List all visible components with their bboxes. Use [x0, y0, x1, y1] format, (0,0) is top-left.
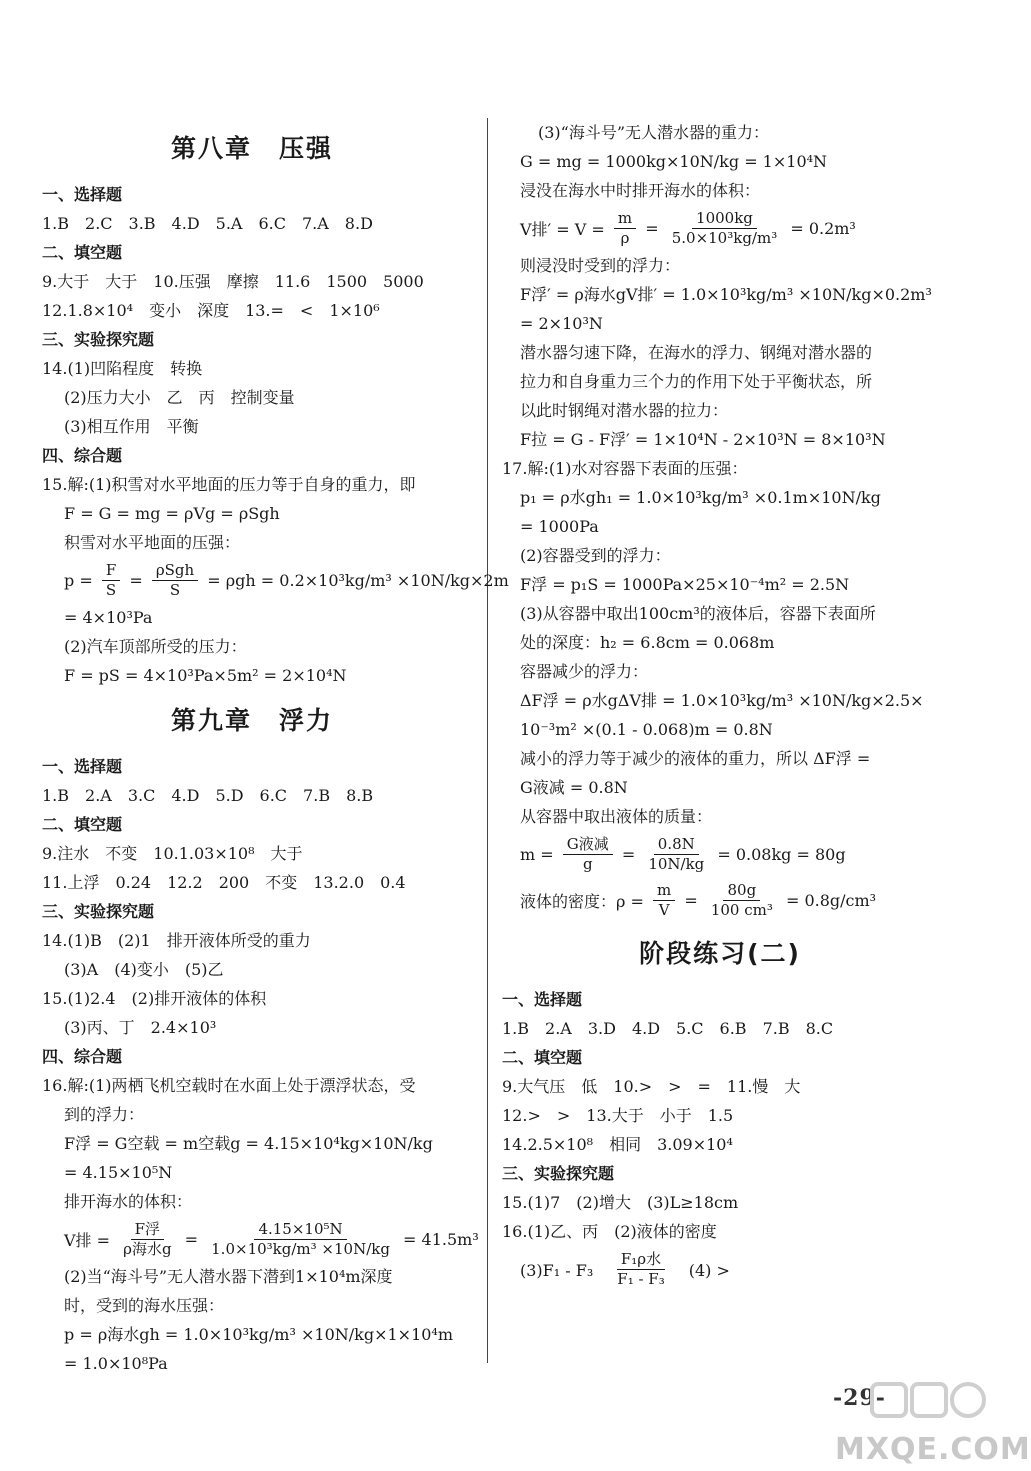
- numerator: F: [102, 561, 120, 581]
- formula-text: =: [179, 1229, 204, 1249]
- answer-line: (2)当“海斗号”无人潜水器下潜到1×10⁴m深度: [64, 1267, 393, 1286]
- formula-text: = 41.5m³: [397, 1229, 479, 1249]
- formula-text: =: [679, 890, 703, 910]
- column-divider: [487, 118, 488, 1363]
- fraction: [119, 1220, 175, 1259]
- formula-line: F浮 = p₁S = 1000Pa×25×10⁻⁴m² = 2.5N: [520, 575, 850, 594]
- fraction: [707, 881, 777, 920]
- answer-line: 9.大气压 低 10.> > = 11.慢 大: [502, 1077, 801, 1096]
- formula-text: = 0.8g/cm³: [780, 890, 877, 910]
- denominator: 10N/kg: [648, 854, 705, 873]
- answer-line: 从容器中取出液体的质量：: [520, 807, 713, 826]
- formula-text: =: [616, 844, 641, 864]
- section-heading: 三、实验探究题: [42, 902, 155, 921]
- numerator: 4.15×10⁵N: [254, 1220, 346, 1240]
- formula-text: = ρgh = 0.2×10³kg/m³ ×10N/kg×2m: [202, 570, 509, 590]
- formula-text: m =: [520, 844, 559, 864]
- section-heading: 一、选择题: [502, 990, 583, 1009]
- numerator: F浮: [131, 1220, 164, 1240]
- formula-text: = 0.08kg = 80g: [712, 844, 846, 864]
- answer-line: 14.(1)凹陷程度 转换: [42, 359, 203, 378]
- formula-line: = 2×10³N: [520, 314, 603, 333]
- numerator: m: [614, 209, 636, 229]
- numerator: 1000kg: [692, 209, 757, 229]
- answer-line: 16.解:(1)两栖飞机空载时在水面上处于漂浮状态，受: [42, 1076, 416, 1095]
- formula-text: =: [124, 570, 148, 590]
- denominator: g: [582, 854, 593, 873]
- section-heading: 二、填空题: [42, 815, 123, 834]
- section-heading: 三、实验探究题: [42, 330, 155, 349]
- watermark-logo-icon: [870, 1380, 988, 1420]
- answer-line: 1.B 2.C 3.B 4.D 5.A 6.C 7.A 8.D: [42, 214, 373, 233]
- formula-line: G液减 = 0.8N: [520, 778, 628, 797]
- formula-line: = 1.0×10⁸Pa: [64, 1354, 168, 1373]
- answer-line: 9.大于 大于 10.压强 摩擦 11.6 1500 5000: [42, 272, 424, 291]
- section-heading: 三、实验探究题: [502, 1164, 615, 1183]
- formula-line: G = mg = 1000kg×10N/kg = 1×10⁴N: [520, 152, 828, 171]
- fraction: [668, 209, 782, 248]
- section-heading: 二、填空题: [42, 243, 123, 262]
- answer-line: 积雪对水平地面的压强：: [64, 533, 241, 552]
- formula-text: (3)F₁ - F₃: [520, 1260, 610, 1280]
- section-heading: 二、填空题: [502, 1048, 583, 1067]
- section-heading: 一、选择题: [42, 185, 123, 204]
- formula-text: (4) >: [672, 1260, 730, 1280]
- formula-text: V排′ = V =: [520, 219, 610, 239]
- denominator: S: [169, 580, 181, 599]
- denominator: 100 cm³: [710, 900, 773, 919]
- answer-line: (2)压力大小 乙 丙 控制变量: [64, 388, 295, 407]
- answer-line: (3)相互作用 平衡: [64, 417, 199, 436]
- numerator: F₁ρ水: [617, 1250, 665, 1270]
- answer-line: 9.注水 不变 10.1.03×10⁸ 大于: [42, 844, 303, 863]
- fraction: [613, 1250, 668, 1289]
- answer-line: 12.> > 13.大于 小于 1.5: [502, 1106, 734, 1125]
- formula-line: F = pS = 4×10³Pa×5m² = 2×10⁴N: [64, 666, 347, 685]
- denominator: F₁ - F₃: [617, 1269, 665, 1288]
- formula-text: 液体的密度：ρ =: [520, 891, 649, 911]
- denominator: ρ: [620, 228, 630, 247]
- answer-line: 15.(1)2.4 (2)排开液体的体积: [42, 989, 267, 1008]
- numerator: m: [653, 881, 675, 901]
- formula-line: [42, 557, 509, 603]
- answer-line: 14.(1)B (2)1 排开液体所受的重力: [42, 931, 311, 950]
- answer-line: 潜水器匀速下降，在海水的浮力、钢绳对潜水器的: [520, 343, 873, 362]
- formula-line: [520, 1246, 920, 1292]
- answer-line: 拉力和自身重力三个力的作用下处于平衡状态，所: [520, 372, 873, 391]
- formula-line: = 1000Pa: [520, 517, 599, 536]
- denominator: V: [658, 900, 670, 919]
- section-heading: 一、选择题: [42, 757, 123, 776]
- answer-line: 14.2.5×10⁸ 相同 3.09×10⁴: [502, 1135, 733, 1154]
- formula-text: V排 =: [64, 1230, 116, 1250]
- formula-text: = 0.2m³: [785, 218, 856, 238]
- formula-line: F拉 = G - F浮′ = 1×10⁴N - 2×10³N = 8×10³N: [520, 430, 886, 449]
- answer-line: 1.B 2.A 3.D 4.D 5.C 6.B 7.B 8.C: [502, 1019, 834, 1038]
- answer-line: 15.解:(1)积雪对水平地面的压力等于自身的重力，即: [42, 475, 416, 494]
- fraction: [102, 561, 120, 600]
- fraction: [563, 835, 613, 874]
- formula-text: p =: [64, 570, 98, 590]
- denominator: S: [105, 580, 117, 599]
- formula-line: [520, 877, 920, 923]
- answer-line: (3)A (4)变小 (5)乙: [64, 960, 224, 979]
- formula-line: [520, 831, 920, 877]
- formula-line: [42, 1216, 479, 1262]
- fraction: [614, 209, 636, 248]
- numerator: 80g: [723, 881, 760, 901]
- denominator: ρ海水g: [123, 1239, 172, 1258]
- answer-line: 以此时钢绳对潜水器的拉力：: [520, 401, 729, 420]
- section-heading: 四、综合题: [42, 446, 123, 465]
- formula-line: F浮 = G空载 = m空载g = 4.15×10⁴kg×10N/kg: [64, 1134, 433, 1153]
- formula-line: 10⁻³m² ×(0.1 - 0.068)m = 0.8N: [520, 720, 773, 739]
- formula-line: [520, 205, 920, 251]
- answer-line: 排开海水的体积：: [64, 1192, 193, 1211]
- formula-text: =: [640, 218, 664, 238]
- chapter-8-title: 第八章 压强: [170, 134, 333, 163]
- formula-line: = 4.15×10⁵N: [64, 1163, 173, 1182]
- answer-line: (3)“海斗号”无人潜水器的重力：: [538, 123, 770, 142]
- denominator: 5.0×10³kg/m³: [671, 228, 778, 247]
- answer-line: 12.1.8×10⁴ 变小 深度 13.= < 1×10⁶: [42, 301, 380, 320]
- answer-line: 11.上浮 0.24 12.2 200 不变 13.2.0 0.4: [42, 873, 406, 892]
- numerator: ρSgh: [152, 561, 198, 581]
- section-heading: 四、综合题: [42, 1047, 123, 1066]
- fraction: [207, 1220, 394, 1259]
- denominator: 1.0×10³kg/m³ ×10N/kg: [211, 1239, 390, 1258]
- formula-line: ΔF浮 = ρ水gΔV排 = 1.0×10³kg/m³ ×10N/kg×2.5×: [520, 691, 924, 710]
- left-column: [42, 118, 509, 1378]
- answer-line: (2)汽车顶部所受的压力：: [64, 637, 247, 656]
- answer-line: 16.(1)乙、丙 (2)液体的密度: [502, 1222, 717, 1241]
- numerator: G液减: [563, 835, 613, 855]
- answer-line: 时，受到的海水压强：: [64, 1296, 225, 1315]
- answer-line: (2)容器受到的浮力：: [520, 546, 671, 565]
- answer-line: 处的深度：h₂ = 6.8cm = 0.068m: [520, 633, 775, 652]
- chapter-9-title: 第九章 浮力: [170, 706, 333, 735]
- formula-line: = 4×10³Pa: [64, 608, 153, 627]
- answer-line: 1.B 2.A 3.C 4.D 5.D 6.C 7.B 8.B: [42, 786, 374, 805]
- watermark-text: MXQE.COM: [835, 1432, 1031, 1467]
- right-column: [502, 118, 932, 1292]
- fraction: [644, 835, 708, 874]
- answer-line: 到的浮力：: [64, 1105, 145, 1124]
- formula-line: p = ρ海水gh = 1.0×10³kg/m³ ×10N/kg×1×10⁴m: [64, 1325, 454, 1344]
- formula-line: F = G = mg = ρVg = ρSgh: [64, 504, 280, 523]
- fraction: [653, 881, 675, 920]
- formula-line: F浮′ = ρ海水gV排′ = 1.0×10³kg/m³ ×10N/kg×0.2m³: [520, 285, 932, 304]
- answer-line: (3)丙、丁 2.4×10³: [64, 1018, 217, 1037]
- answer-line: 15.(1)7 (2)增大 (3)L≥18cm: [502, 1193, 739, 1212]
- page-number: -29-: [833, 1385, 886, 1411]
- answer-line: 容器减少的浮力：: [520, 662, 649, 681]
- answer-line: 则浸没时受到的浮力：: [520, 256, 681, 275]
- answer-line: 减小的浮力等于减少的液体的重力，所以 ΔF浮 =: [520, 749, 871, 768]
- answer-line: 17.解:(1)水对容器下表面的压强：: [502, 459, 748, 478]
- formula-line: p₁ = ρ水gh₁ = 1.0×10³kg/m³ ×0.1m×10N/kg: [520, 488, 881, 507]
- stage-practice-title: 阶段练习(二): [639, 939, 801, 968]
- answer-line: (3)从容器中取出100cm³的液体后，容器下表面所: [520, 604, 876, 623]
- answer-line: 浸没在海水中时排开海水的体积：: [520, 181, 761, 200]
- numerator: 0.8N: [654, 835, 699, 855]
- fraction: [152, 561, 198, 600]
